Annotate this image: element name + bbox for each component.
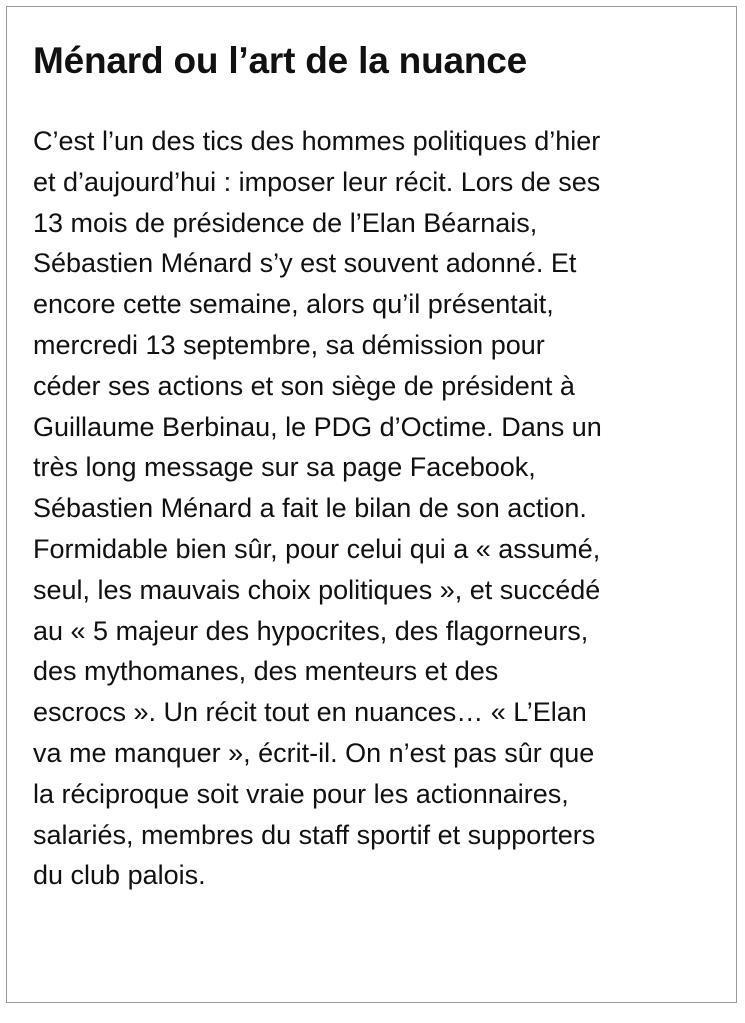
article-body [33, 121, 602, 896]
body-line: céder ses actions et son siège de président à [33, 370, 575, 401]
body-line: au « 5 majeur des hypocrites, des flagorneurs, [33, 615, 589, 646]
body-line: la réciproque soit vraie pour les actionnaires, [33, 778, 569, 809]
body-line: des mythomanes, des menteurs et des [33, 656, 499, 687]
body-line: salariés, membres du staff sportif et supporters [33, 819, 596, 850]
body-line: Sébastien Ménard s’y est souvent adonné. Et [33, 248, 577, 279]
body-line: encore cette semaine, alors qu’il présentait, [33, 289, 554, 320]
body-line: escrocs ». Un récit tout en nuances… « L’Elan [33, 697, 587, 728]
body-line: Guillaume Berbinau, le PDG d’Octime. Dans un [33, 411, 602, 442]
article-card [6, 6, 737, 1003]
body-line: et d’aujourd’hui : imposer leur récit. Lors de ses [33, 166, 601, 197]
body-line: va me manquer », écrit-il. On n’est pas sûr que [33, 737, 595, 768]
body-line: mercredi 13 septembre, sa démission pour [33, 329, 545, 360]
body-line: très long message sur sa page Facebook, [33, 452, 536, 483]
body-line: C’est l’un des tics des hommes politiques d’hier [33, 126, 601, 156]
body-line: seul, les mauvais choix politiques », et succédé [33, 574, 601, 605]
article-title: Ménard ou l’art de la nuance [33, 40, 528, 81]
body-line: du club palois. [33, 860, 206, 891]
body-line: Formidable bien sûr, pour celui qui a « assumé, [33, 533, 601, 564]
body-line: 13 mois de présidence de l’Elan Béarnais, [33, 207, 538, 238]
body-line: Sébastien Ménard a fait le bilan de son action. [33, 493, 587, 524]
